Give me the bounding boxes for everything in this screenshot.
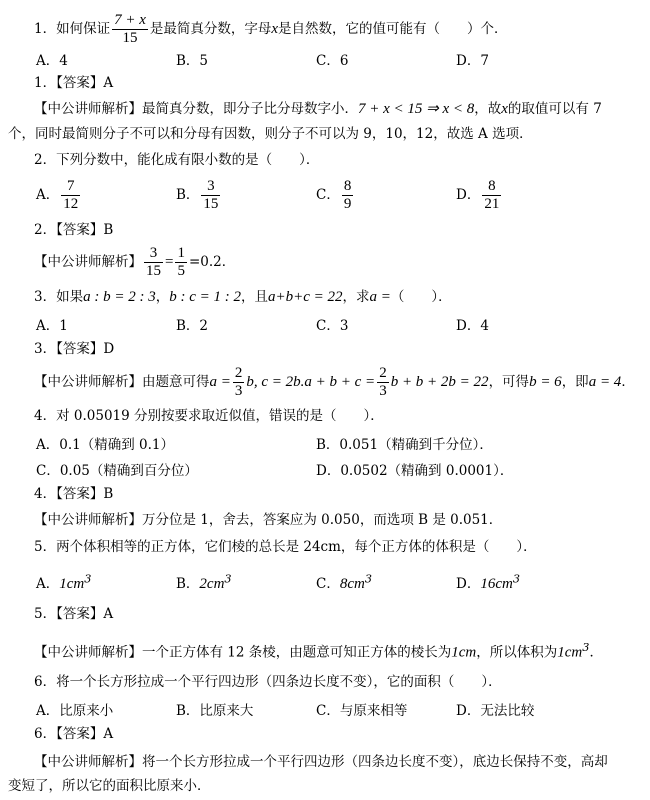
text: ． — [621, 374, 635, 390]
option-d: D．7 — [456, 53, 489, 69]
math: 8cm — [339, 576, 365, 592]
label: B． — [176, 187, 200, 203]
text: 1．如何保证 — [34, 21, 111, 37]
denominator: 15 — [122, 30, 138, 46]
label: C． — [316, 187, 340, 203]
fraction — [377, 365, 389, 400]
label: D． — [456, 187, 481, 203]
question-4-stem: 4．对 0.05019 分别按要求取近似值，错误的是（ ）． — [34, 408, 384, 424]
label: A． — [36, 187, 60, 203]
option-b — [176, 178, 222, 213]
math: 1cm — [557, 644, 583, 661]
question-3-stem — [34, 288, 452, 306]
answer-6: 6．【答案】A — [34, 726, 114, 742]
denominator: 15 — [203, 196, 219, 212]
analysis-1-cont: 个，同时最简则分子不可以和分母有因数，则分子不可以为 9，10，12，故选 A 选项． — [8, 126, 533, 142]
analysis-6: 【中公讲师解析】将一个长方形拉成一个平行四边形（四条边长度不变），底边长保持不变，高却 — [34, 754, 608, 770]
math: a : b = 2 : 3 — [83, 289, 156, 305]
option-c: C．0.05（精确到百分位） — [36, 463, 198, 479]
math: x — [501, 101, 508, 117]
math: 1cm — [59, 576, 85, 592]
fraction — [233, 365, 245, 400]
math: b + b + 2b = 22 — [390, 374, 489, 390]
option-d: D．0.0502（精确到 0.0001）． — [316, 463, 514, 479]
text: =0.2． — [188, 254, 236, 270]
math: x — [271, 21, 279, 37]
denominator: 3 — [379, 383, 387, 399]
option-a: A．0.1（精确到 0.1） — [36, 437, 174, 453]
analysis-4: 【中公讲师解析】万分位是 1，舍去，答案应为 0.050，而选项 B 是 0.051． — [34, 512, 503, 528]
numerator: 7 + x — [114, 12, 146, 28]
math: a = — [209, 374, 231, 390]
fraction — [112, 12, 148, 47]
option-d: D．无法比较 — [456, 703, 535, 719]
option-a: A．4 — [36, 53, 68, 69]
text: ，故 — [474, 101, 502, 117]
option-a — [36, 178, 82, 213]
exponent: 3 — [512, 572, 520, 586]
numerator: 8 — [482, 178, 501, 196]
text: ． — [589, 644, 603, 661]
answer-3: 3．【答案】D — [34, 341, 115, 357]
question-2-stem: 2．下列分数中，能化成有限小数的是（ ）． — [34, 152, 320, 168]
question-1-stem — [34, 12, 508, 47]
numerator: 1 — [177, 245, 185, 261]
denominator: 9 — [343, 196, 352, 212]
text: 是自然数，它的值可能有（ ）个． — [278, 21, 508, 37]
denominator: 3 — [234, 383, 243, 399]
exponent: 3 — [364, 572, 373, 586]
option-d — [456, 572, 520, 593]
option-b: B．2 — [176, 318, 209, 334]
text: 【中公讲师解析】一个正方体有 12 条棱，由题意可知正方体的棱长为 — [34, 644, 452, 661]
analysis-5 — [34, 639, 603, 662]
math: = — [165, 254, 174, 270]
exponent: 3 — [582, 641, 590, 654]
math: b = 6 — [529, 374, 562, 390]
numerator: 3 — [201, 178, 220, 196]
fraction — [61, 178, 80, 213]
text: ，且 — [241, 289, 268, 305]
analysis-3 — [34, 365, 635, 400]
question-6-stem: 6．将一个长方形拉成一个平行四边形（四条边长度不变），它的面积（ ）． — [34, 674, 502, 690]
analysis-6-cont: 变短了，所以它的面积比原来小． — [8, 778, 211, 794]
math: 1cm — [451, 644, 477, 661]
text: ， — [155, 289, 170, 305]
math: a = — [369, 289, 391, 305]
option-a: A．比原来小 — [36, 703, 114, 719]
text: 【中公讲师解析】 — [34, 254, 142, 270]
answer-1: 1．【答案】A — [34, 75, 114, 91]
denominator: 21 — [484, 196, 500, 212]
label: B． — [176, 576, 200, 592]
exponent: 3 — [84, 572, 92, 586]
text: （ ）． — [390, 289, 452, 305]
option-a: A．1 — [36, 318, 68, 334]
math: 16cm — [480, 576, 513, 592]
label: C． — [316, 576, 340, 592]
option-c — [316, 178, 355, 213]
denominator: 5 — [177, 263, 185, 279]
option-c: C．3 — [316, 318, 349, 334]
option-c: C．6 — [316, 53, 349, 69]
math: b : c = 1 : 2 — [169, 289, 241, 305]
question-5-stem: 5．两个体积相等的正方体，它们棱的总长是 24cm，每个正方体的体积是（ ）． — [34, 539, 537, 555]
math: 7 + x < 15 ⇒ x < 8 — [358, 101, 475, 117]
denominator: 12 — [63, 196, 79, 212]
answer-5: 5．【答案】A — [34, 606, 114, 622]
label: D． — [456, 576, 481, 592]
numerator: 2 — [234, 365, 243, 381]
math: a = 4 — [588, 374, 622, 390]
fraction — [482, 178, 501, 213]
numerator: 8 — [343, 178, 352, 194]
fraction — [175, 245, 187, 280]
fraction — [201, 178, 220, 213]
fraction — [144, 245, 163, 280]
option-a — [36, 572, 91, 593]
answer-2: 2．【答案】B — [34, 222, 114, 238]
option-d: D．4 — [456, 318, 489, 334]
text: 【中公讲师解析】由题意可得 — [34, 374, 210, 390]
option-b: B．比原来大 — [176, 703, 254, 719]
text: 【中公讲师解析】最简真分数，即分子比分母数字小． — [34, 101, 358, 117]
label: A． — [36, 576, 60, 592]
exponent: 3 — [224, 572, 232, 586]
option-d — [456, 178, 503, 213]
text: 的取值可以有 7 — [507, 101, 602, 117]
math: a+b+c = 22 — [268, 289, 343, 305]
text: 3．如果 — [34, 289, 84, 305]
math: b, c = 2b.a + b + c = — [246, 374, 376, 390]
analysis-1 — [34, 100, 602, 118]
math: 2cm — [199, 576, 225, 592]
text: ，求 — [342, 289, 370, 305]
option-b: B．0.051（精确到千分位）． — [316, 437, 493, 453]
answer-4: 4．【答案】B — [34, 486, 114, 502]
numerator: 3 — [144, 245, 163, 263]
text: 是最简真分数，字母 — [149, 21, 272, 37]
text: ，所以体积为 — [476, 644, 558, 661]
option-c — [316, 572, 372, 593]
option-b: B．5 — [176, 53, 209, 69]
fraction — [342, 178, 354, 213]
analysis-2 — [34, 245, 235, 280]
denominator: 15 — [146, 263, 161, 279]
option-b — [176, 572, 232, 593]
numerator: 2 — [379, 365, 387, 381]
text: ，可得 — [488, 374, 530, 390]
numerator: 7 — [61, 178, 80, 196]
option-c: C．与原来相等 — [316, 703, 408, 719]
text: ，即 — [561, 374, 589, 390]
